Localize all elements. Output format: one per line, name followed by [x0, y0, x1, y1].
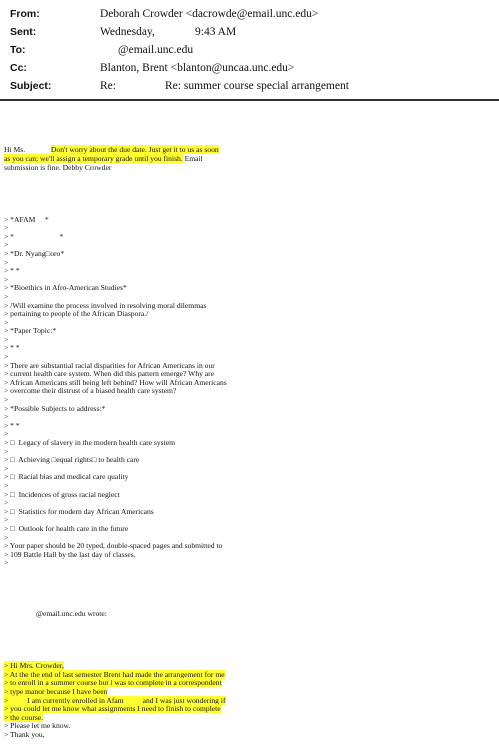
quoted-line: > 109 Battle Hall by the last day of classes. [4, 549, 136, 559]
quoted-line: > [4, 317, 9, 327]
quoted-line: > □ Achieving □equal rights□ to health care [4, 455, 140, 465]
wrote-line: @email.unc.edu wrote: [36, 609, 107, 619]
quoted-line: > [4, 240, 9, 250]
quoted-line: > There are substantial racial disparities for African Americans in our [4, 360, 215, 370]
reply-greeting: Hi Ms. [4, 145, 26, 155]
original-line [4, 722, 494, 731]
quoted-line: > /Will examine the process involved in resolving moral dilemmas [4, 300, 207, 310]
quoted-line: > [4, 412, 9, 422]
cc-value: Blanton, Brent <blanton@uncaa.unc.edu> [100, 62, 295, 74]
quoted-line: > [4, 532, 9, 542]
original-line-text: > Please let me know. [4, 721, 71, 731]
quoted-line: > [4, 446, 9, 456]
from-label: From: [10, 8, 40, 20]
original-line-text: > At the the end of last semester Brent had made the arrangement for me [4, 669, 225, 679]
quoted-line: > *Possible Subjects to address:* [4, 403, 106, 413]
quoted-line: > □ Racial bias and medical care quality [4, 472, 129, 482]
quoted-line: > [4, 274, 9, 284]
original-line-text: > to enroll in a summer course but i was to complete in a correspondent [4, 678, 222, 688]
reply-highlight-2: as you can; we'll assign a temporary grade until you finish. [4, 154, 183, 164]
quoted-line: > *Dr. Nyang□oro* [4, 248, 65, 258]
reply-signoff: submission is fine. Debby Crowder [4, 163, 112, 173]
quoted-line: > [4, 334, 9, 344]
cc-label: Cc: [10, 62, 27, 74]
original-line-text: > you could let me know what assignments I need to finish to complete [4, 704, 221, 714]
quoted-line: > [4, 480, 9, 490]
quoted-line: > [4, 257, 9, 267]
quoted-line: > [4, 352, 9, 362]
to-label: To: [10, 44, 26, 56]
header-divider [0, 99, 499, 101]
quoted-line: > □ Statistics for modern day African Americans [4, 506, 154, 516]
to-value: @email.unc.edu [118, 44, 194, 56]
quoted-line: > [4, 429, 9, 439]
quoted-line: > current health care system. When did this pattern emerge? Why are [4, 369, 215, 379]
sent-day: Wednesday, [100, 26, 155, 38]
quoted-line: > * * [4, 231, 64, 241]
quoted-line: > Your paper should be 20 typed, double-spaced pages and submitted to [4, 541, 223, 551]
subject-re1: Re: [100, 80, 116, 92]
quoted-line: > *Bioethics in Afro-American Studies* [4, 283, 127, 293]
sent-time: 9:43 AM [195, 26, 237, 38]
quoted-line: > * * [4, 343, 20, 353]
quoted-line: > □ Incidences of gross racial neglect [4, 489, 120, 499]
original-line [4, 731, 494, 740]
subject-label: Subject: [10, 80, 52, 92]
quoted-line: > * * [4, 266, 20, 276]
quoted-line: > [4, 463, 9, 473]
quoted-line: > African Americans still being left behind? How will African Americans [4, 377, 227, 387]
original-message [4, 662, 494, 739]
original-line [4, 714, 494, 723]
quoted-line: > *AFAM * [4, 214, 49, 224]
original-line-text: > Hi Mrs. Crowder, [4, 661, 64, 671]
quoted-line: > [4, 223, 9, 233]
quoted-line: > pertaining to people of the African Diaspora./ [4, 309, 149, 319]
quoted-line: > * * [4, 420, 20, 430]
original-line-text: > type manor because I have been [4, 687, 108, 697]
subject-text: Re: summer course special arrangement [165, 80, 349, 92]
quoted-line: > [4, 291, 9, 301]
sent-label: Sent: [10, 26, 37, 38]
reply-highlight-1: Don't worry about the due date. Just get it to us as soon [50, 145, 219, 155]
reply-email-word: Email [182, 154, 203, 164]
original-line-text: > I am currently enrolled in Afam and I was just wondering if [4, 695, 226, 705]
from-value: Deborah Crowder <dacrowde@email.unc.edu> [100, 8, 319, 20]
quoted-line: > [4, 558, 9, 568]
original-line [4, 705, 494, 714]
quoted-line: > □ Legacy of slavery in the modern health care system [4, 438, 176, 447]
quoted-line: > overcome their distrust of a biased health care system? [4, 386, 177, 396]
reply-paragraph [4, 145, 364, 172]
quoted-line: > [4, 515, 9, 525]
quoted-line: > □ Outlook for health care in the future [4, 523, 129, 533]
quoted-assignment [4, 216, 494, 568]
quoted-line: > [4, 498, 9, 508]
quoted-line: > [4, 395, 9, 405]
original-line-text: > Thank you, [4, 730, 45, 739]
original-line-text: > the course. [4, 712, 44, 722]
quoted-line: > *Paper Topic:* [4, 326, 57, 336]
email-body [4, 128, 494, 748]
